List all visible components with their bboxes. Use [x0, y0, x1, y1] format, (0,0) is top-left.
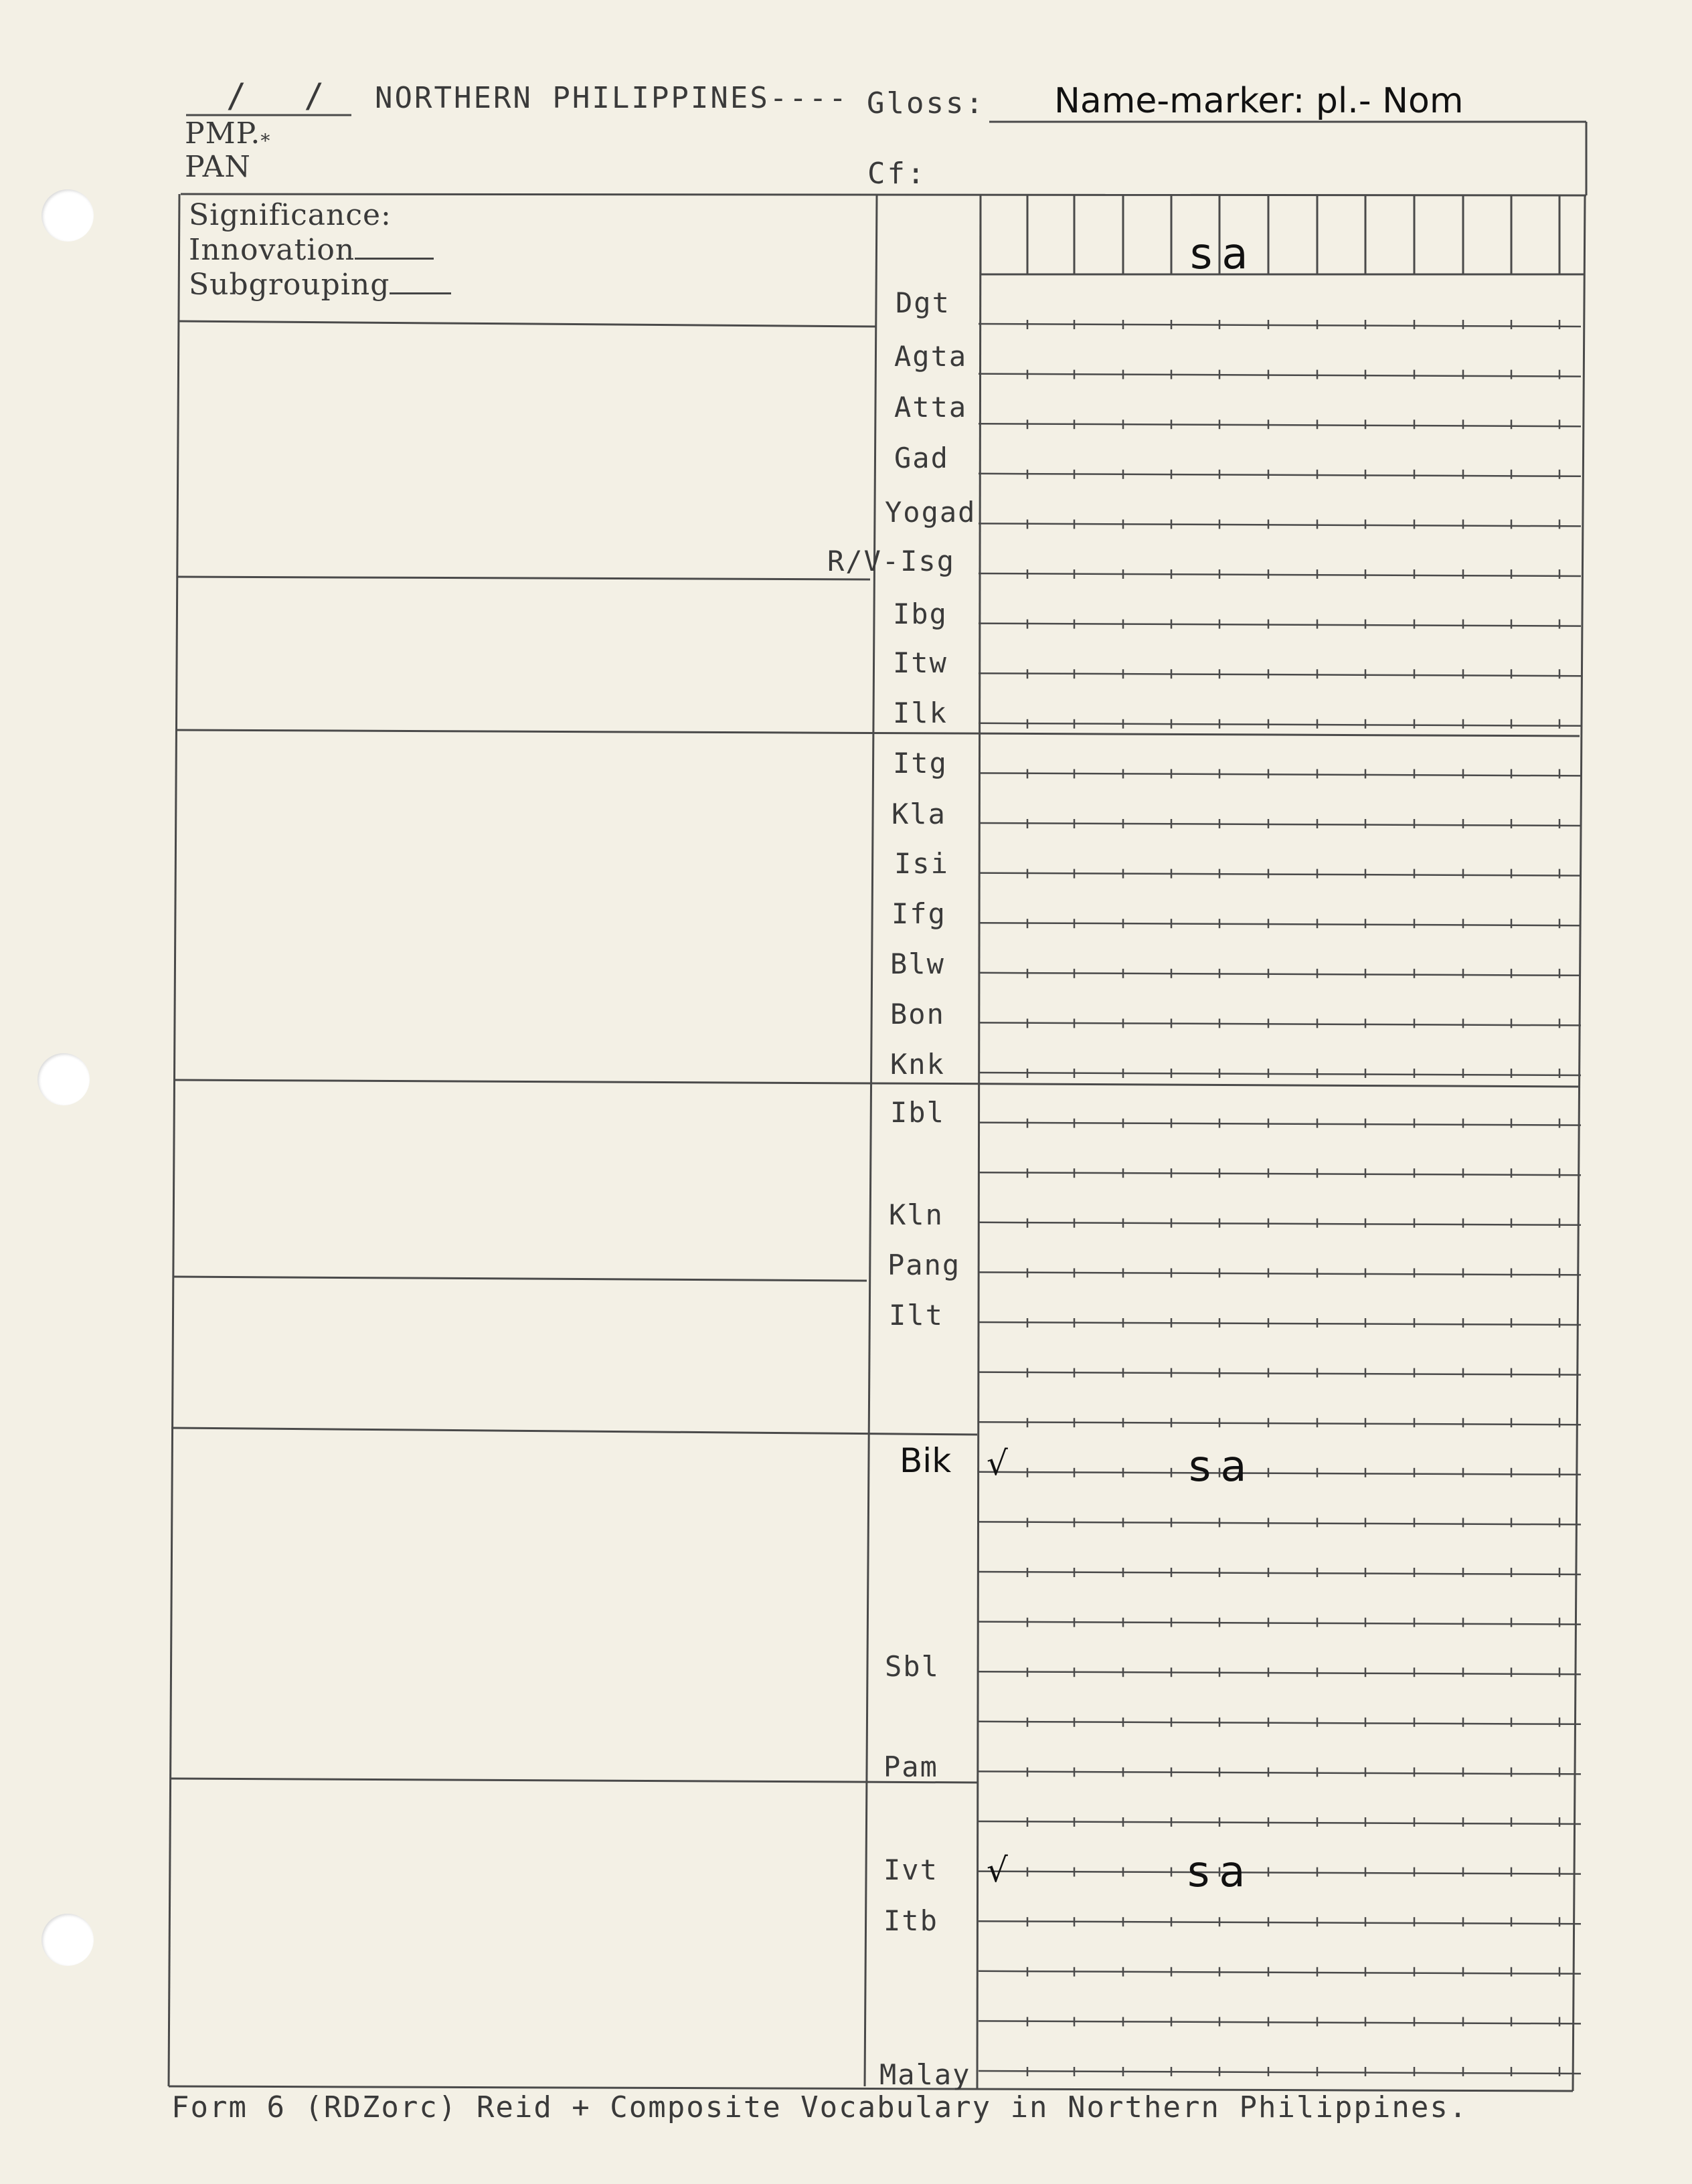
entry-row-line: [979, 1472, 1581, 1475]
entry-row-line: [979, 1422, 1581, 1425]
entry-ivt-check: √: [987, 1851, 1008, 1890]
entry-row-line: [979, 1622, 1581, 1625]
lang-ilk: Ilk: [893, 697, 948, 729]
entry-row-line: [979, 1821, 1581, 1824]
subgrouping-label: [189, 270, 451, 300]
form-title: NORTHERN PHILIPPINES----: [375, 81, 849, 115]
lang-agta: Agta: [894, 340, 968, 373]
lang-pang: Pang: [887, 1249, 961, 1281]
entry-row-line: [979, 923, 1581, 925]
entry-row-line: [979, 324, 1581, 327]
entry-row-line: [979, 424, 1581, 426]
entry-row-line: [979, 1572, 1581, 1574]
entry-row-line: [979, 1372, 1581, 1375]
lang-pam: Pam: [883, 1750, 938, 1783]
date-field: / /: [226, 76, 343, 115]
lang-ilt: Ilt: [889, 1299, 944, 1332]
innovation-label: [189, 233, 434, 267]
pmp-label: [185, 116, 271, 152]
entry-row-line: [979, 1222, 1581, 1225]
entry-row-line: [979, 1123, 1581, 1125]
entry-row-line: [979, 1771, 1581, 1774]
lang-kln: Kln: [889, 1198, 944, 1231]
entry-row-line: [979, 1921, 1581, 1924]
entry-row-line: [979, 823, 1581, 826]
lang-ivt: Ivt: [883, 1853, 938, 1886]
entry-row-line: [979, 1671, 1581, 1674]
gloss-label: Gloss:: [867, 86, 985, 120]
entry-row-line: [979, 1272, 1581, 1275]
entry-row-line: [979, 1073, 1581, 1075]
lang-kla: Kla: [892, 798, 946, 830]
lang-blw: Blw: [890, 947, 945, 980]
innovation-text: Innovation: [189, 233, 355, 267]
entry-row-line: [979, 2021, 1581, 2023]
lang-dgt: Dgt: [896, 286, 950, 319]
entry-row-line: [979, 1522, 1581, 1524]
entry-row-line: [979, 523, 1581, 526]
gloss-value: Name-marker: pl.- Nom: [1054, 81, 1464, 121]
entry-row-line: [979, 1322, 1581, 1325]
cf-label: Cf:: [867, 157, 927, 191]
entry-row-line: [979, 2071, 1581, 2074]
footer-text: Form 6 (RDZorc) Reid + Composite Vocabulary in Northern Philippines.: [171, 2090, 1468, 2124]
lang-ibg: Ibg: [893, 598, 948, 630]
lang-itg: Itg: [893, 747, 948, 780]
pmp-text: PMP.: [185, 116, 261, 151]
entry-row-line: [979, 1022, 1581, 1025]
subgrouping-text: Subgrouping: [189, 268, 390, 302]
entry-row-line: [979, 573, 1581, 576]
lang-bik: Bik: [900, 1441, 952, 1480]
lang-ifg: Ifg: [892, 897, 946, 930]
entry-bik-check: √: [987, 1444, 1008, 1483]
entry-row-line: [979, 374, 1581, 377]
entry-top-form: sa: [1190, 230, 1258, 279]
lang-isi: Isi: [894, 847, 949, 880]
lang-atta: Atta: [894, 391, 968, 424]
entry-ivt-form: sa: [1187, 1847, 1255, 1897]
lang-rv-isg: R/V-Isg: [827, 545, 956, 577]
lang-knk: Knk: [890, 1048, 945, 1081]
entry-row-line: [979, 1722, 1581, 1724]
entry-row-line: [979, 973, 1581, 976]
entry-bik-form: sa: [1189, 1442, 1256, 1491]
entry-row-line: [979, 773, 1581, 776]
lang-bon: Bon: [890, 998, 945, 1030]
entry-row-line: [979, 1872, 1581, 1874]
entry-row-line: [979, 474, 1581, 476]
entry-row-line: [979, 1971, 1581, 1974]
entry-row-line: [979, 673, 1581, 676]
subgrouping-blank[interactable]: [390, 272, 451, 294]
lang-gad: Gad: [894, 442, 949, 474]
entry-row-line: [979, 873, 1581, 876]
lang-malay: Malay: [879, 2058, 971, 2091]
lang-itb: Itb: [883, 1904, 938, 1937]
entry-row-line: [979, 1172, 1581, 1175]
lang-itw: Itw: [893, 646, 948, 679]
significance-title: Significance:: [189, 198, 392, 232]
innovation-blank[interactable]: [355, 238, 434, 260]
pan-label: PAN: [185, 150, 251, 184]
lang-ibl: Ibl: [890, 1096, 945, 1129]
entry-row-line: [979, 624, 1581, 626]
entry-row-line: [979, 723, 1581, 726]
pmp-asterisk: *: [260, 130, 271, 152]
lang-yogad: Yogad: [885, 496, 977, 529]
lang-sbl: Sbl: [885, 1650, 940, 1683]
